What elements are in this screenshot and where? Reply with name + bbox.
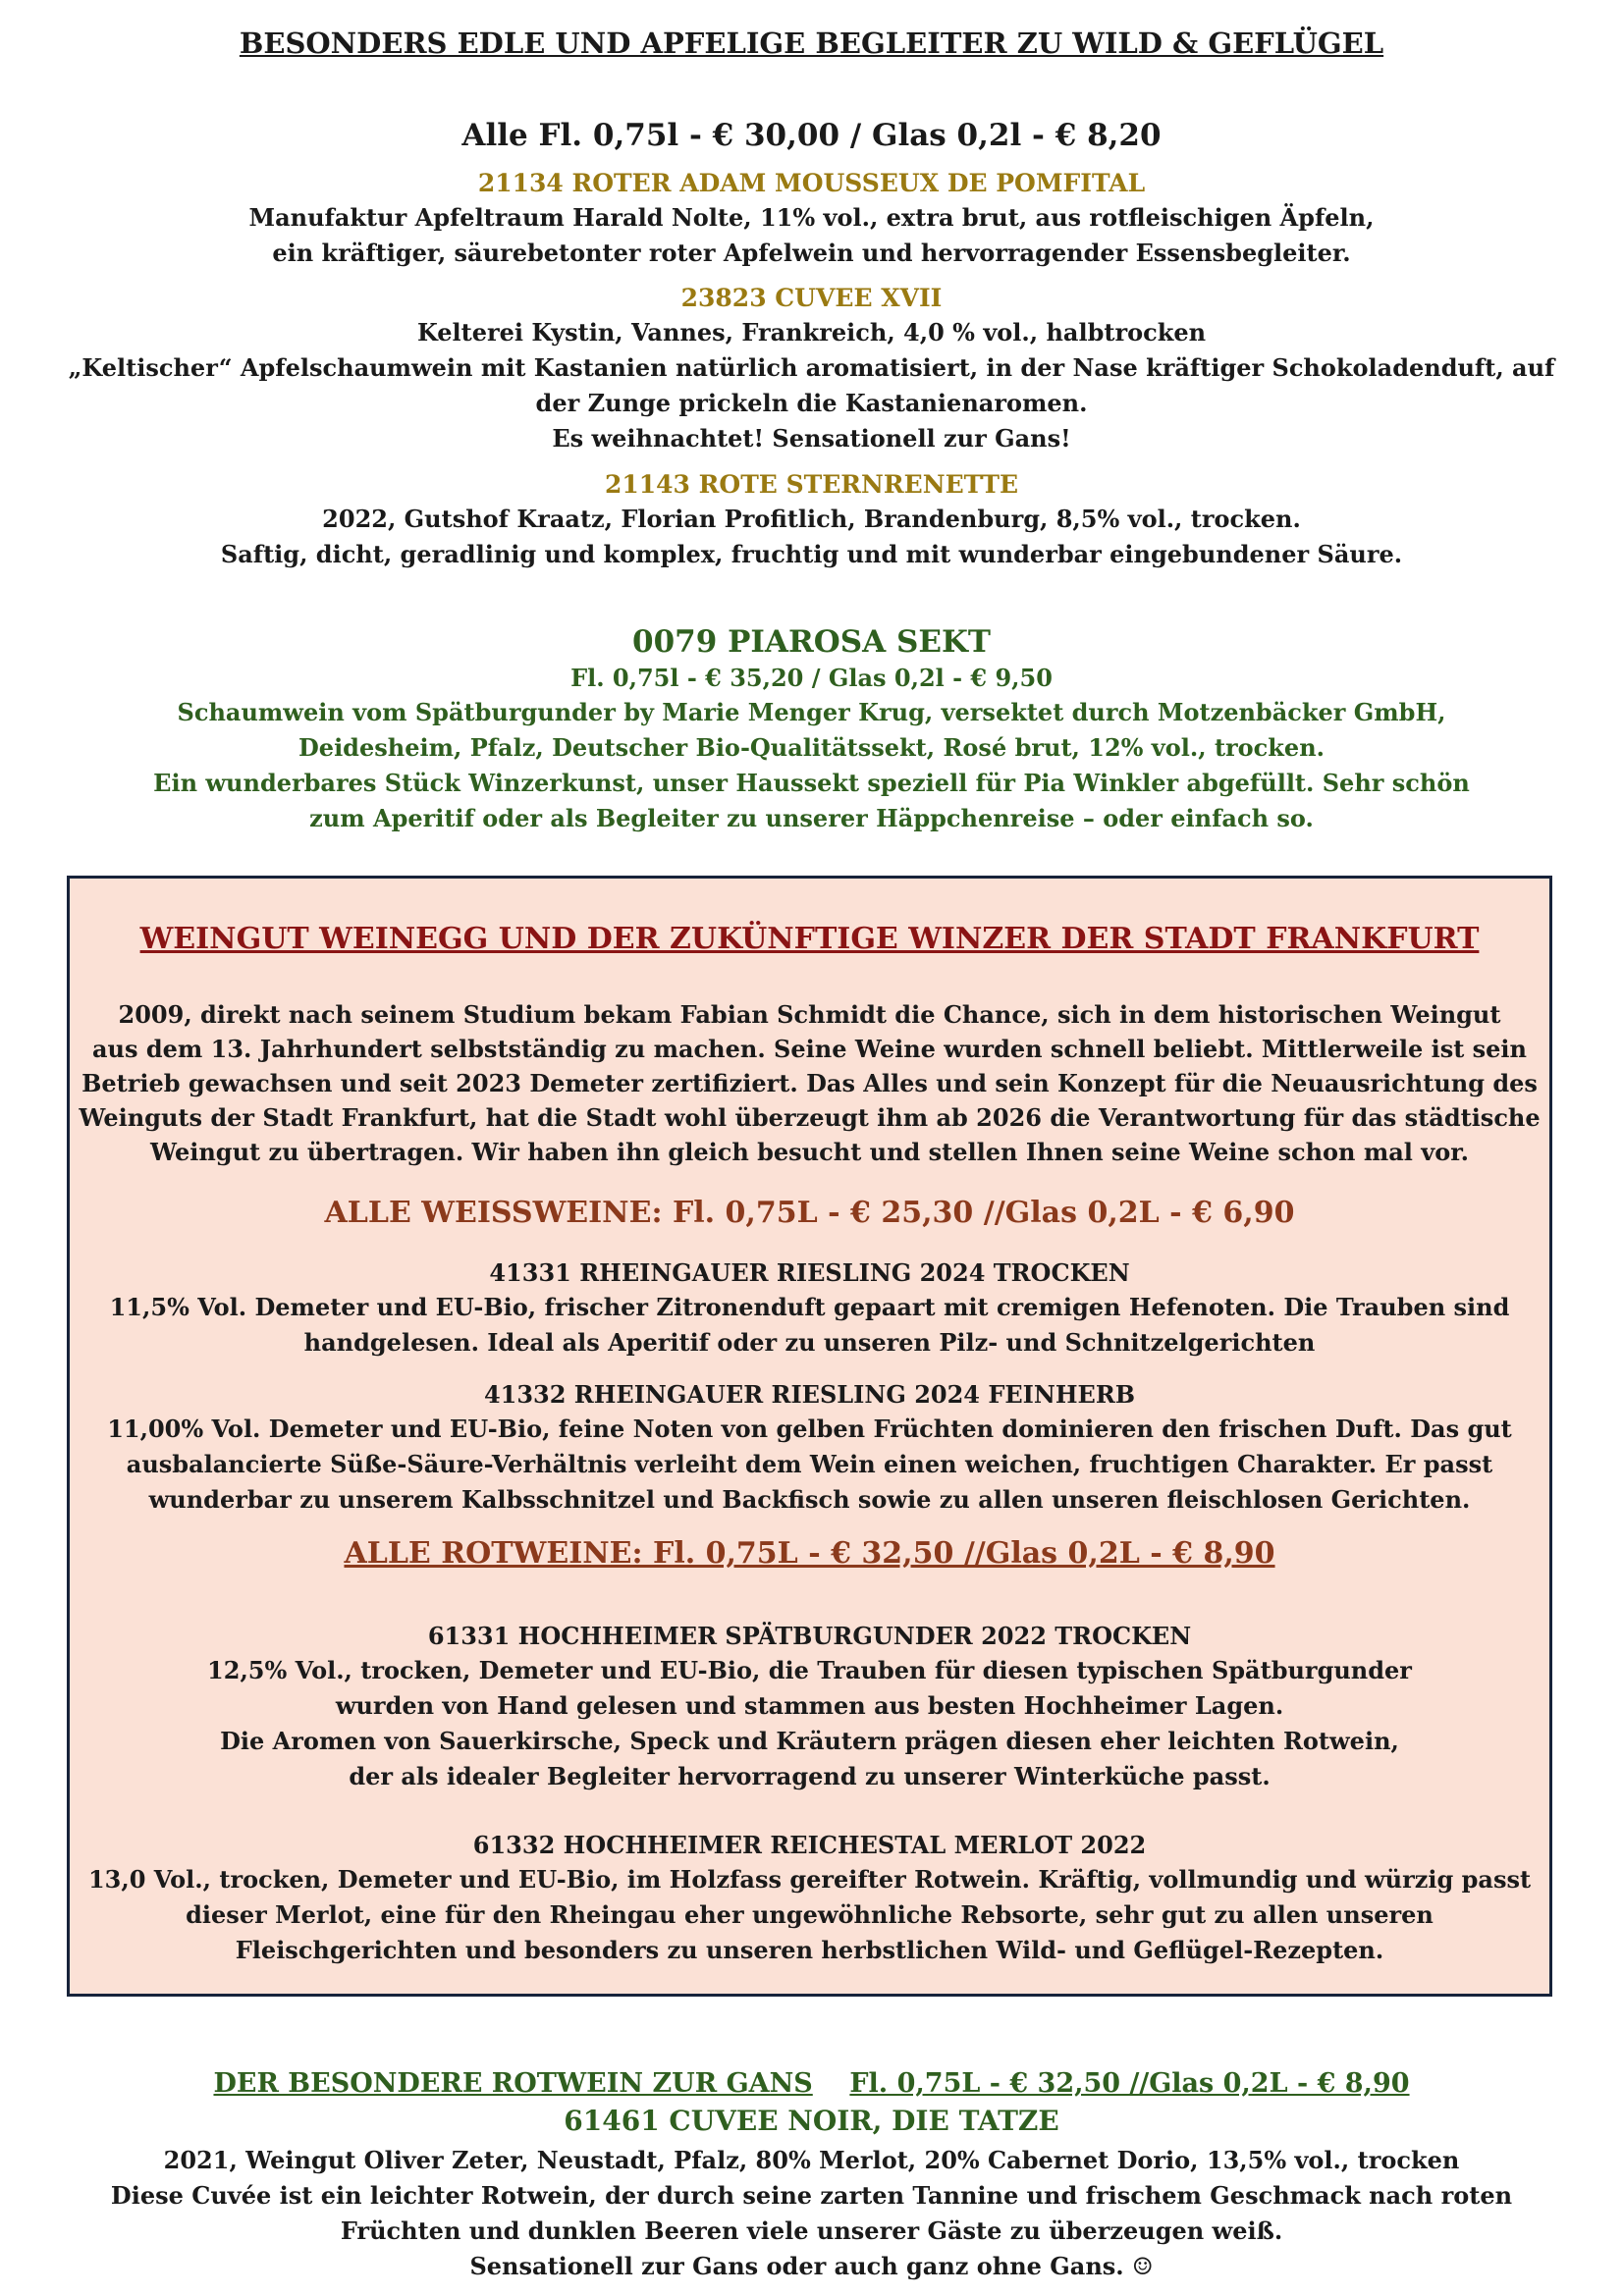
sekt-description [0, 695, 1623, 836]
wine-name: 41332 RHEINGAUER RIESLING 2024 FEINHERB [483, 1380, 1136, 1409]
desc-line: Kelterei Kystin, Vannes, Frankreich, 4,0 % vol., halbtrocken [416, 318, 1207, 347]
desc-line: 11,5% Vol. Demeter und EU-Bio, frischer Zitronenduft gepaart mit cremigen Hefenoten. Die Trauben sind [109, 1293, 1510, 1321]
desc-line: wunderbar zu unserem Kalbsschnitzel und Backfisch sowie zu allen unseren fleischlosen Gerichten. [148, 1485, 1471, 1514]
desc-line: 2021, Weingut Oliver Zeter, Neustadt, Pfalz, 80% Merlot, 20% Cabernet Dorio, 13,5% vol., trocken [163, 2146, 1460, 2174]
desc-line: Manufaktur Apfeltraum Harald Nolte, 11% vol., extra brut, aus rotfleischigen Äpfeln, [248, 203, 1375, 232]
intro-line: aus dem 13. Jahrhundert selbstständig zu machen. Seine Weine wurden schnell beliebt. Mittlerweile ist sein [91, 1035, 1527, 1063]
item-description [0, 315, 1623, 456]
desc-line: Sensationell zur Gans oder auch ganz ohne Gans. ☺ [469, 2252, 1154, 2280]
desc-line: 2022, Gutshof Kraatz, Florian Profitlich, Brandenburg, 8,5% vol., trocken. [322, 505, 1301, 533]
desc-line: Schaumwein vom Spätburgunder by Marie Menger Krug, versektet durch Motzenbäcker GmbH, [177, 698, 1446, 726]
wine-description [70, 1862, 1549, 1968]
desc-line: zum Aperitif oder als Begleiter zu unserer Häppchenreise – oder einfach so. [309, 804, 1314, 832]
page-title: BESONDERS EDLE UND APFELIGE BEGLEITER ZU WILD & GEFLÜGEL [239, 27, 1384, 60]
wine-name: 61332 HOCHHEIMER REICHESTAL MERLOT 2022 [472, 1831, 1147, 1859]
special-wine-name: 61461 CUVEE NOIR, DIE TATZE [564, 2105, 1059, 2137]
desc-line: 12,5% Vol., trocken, Demeter und EU-Bio, die Trauben für diesen typischen Spätburgunder [207, 1656, 1412, 1684]
desc-line: der als idealer Begleiter hervorragend zu unserer Winterküche passt. [349, 1762, 1271, 1790]
item-description [0, 502, 1623, 572]
item-name: 23823 CUVEE XVII [680, 284, 943, 312]
price-all: Alle Fl. 0,75l - € 30,00 / Glas 0,2l - € 8,20 [461, 118, 1162, 153]
cider-item [0, 167, 1623, 271]
desc-line: wurden von Hand gelesen und stammen aus besten Hochheimer Lagen. [335, 1691, 1284, 1720]
special-title: DER BESONDERE ROTWEIN ZUR GANS [213, 2068, 813, 2099]
cider-item [0, 468, 1623, 572]
desc-line: 13,0 Vol., trocken, Demeter und EU-Bio, im Holzfass gereifter Rotwein. Kräftig, vollmundig und würzig passt [87, 1865, 1532, 1894]
wine-description [70, 1290, 1549, 1361]
box-title: WEINGUT WEINEGG UND DER ZUKÜNFTIGE WINZER DER STADT FRANKFURT [139, 922, 1480, 956]
desc-line: Es weihnachtet! Sensationell zur Gans! [552, 424, 1071, 453]
white-wines-heading: ALLE WEISSWEINE: Fl. 0,75L - € 25,30 //Glas 0,2L - € 6,90 [324, 1196, 1295, 1230]
desc-line: Diese Cuvée ist ein leichter Rotwein, der durch seine zarten Tannine und frischem Geschmack nach roten [110, 2181, 1513, 2210]
desc-line: Die Aromen von Sauerkirsche, Speck und Kräutern prägen diesen eher leichten Rotwein, [220, 1727, 1399, 1755]
desc-line: Saftig, dicht, geradlinig und komplex, fruchtig und mit wunderbar eingebundener Säure. [220, 540, 1403, 568]
wine-name: 41331 RHEINGAUER RIESLING 2024 TROCKEN [489, 1258, 1130, 1287]
desc-line: Früchten und dunklen Beeren viele unserer Gäste zu überzeugen weiß. [340, 2216, 1283, 2245]
desc-line: „Keltischer“ Apfelschaumwein mit Kastanien natürlich aromatisiert, in der Nase kräftiger Schokoladenduft, auf [68, 353, 1555, 382]
intro-line: Weinguts der Stadt Frankfurt, hat die Stadt wohl überzeugt ihm ab 2026 die Verantwortung für das städtische [79, 1103, 1541, 1132]
item-description [0, 200, 1623, 271]
desc-line: Fleischgerichten und besonders zu unseren herbstlichen Wild- und Geflügel-Rezepten. [235, 1936, 1384, 1964]
wine-description [70, 1412, 1549, 1518]
special-description [0, 2143, 1623, 2284]
item-name: 21143 ROTE STERNRENETTE [604, 470, 1019, 499]
red-wines-heading: ALLE ROTWEINE: Fl. 0,75L - € 32,50 //Glas 0,2L - € 8,90 [344, 1536, 1275, 1571]
special-price: Fl. 0,75L - € 32,50 //Glas 0,2L - € 8,90 [849, 2068, 1410, 2099]
wine-description [70, 1653, 1549, 1794]
wine-item [70, 1377, 1549, 1518]
weingut-box [67, 876, 1552, 1997]
desc-line: dieser Merlot, eine für den Rheingau eher ungewöhnliche Rebsorte, sehr gut zu allen unseren [186, 1900, 1434, 1929]
wine-item [70, 1255, 1549, 1361]
desc-line: der Zunge prickeln die Kastanienaromen. [535, 389, 1088, 417]
intro-line: Weingut zu übertragen. Wir haben ihn gleich besucht und stellen Ihnen seine Weine schon mal vor. [149, 1138, 1470, 1166]
desc-line: 11,00% Vol. Demeter und EU-Bio, feine Noten von gelben Früchten dominieren den frischen Duft. Das gut [107, 1415, 1512, 1443]
cider-item [0, 282, 1623, 456]
special-heading [0, 2068, 1623, 2099]
sekt-item [0, 622, 1623, 836]
desc-line: Ein wunderbares Stück Winzerkunst, unser Haussekt speziell für Pia Winkler abgefüllt. Sehr schön [153, 769, 1470, 797]
intro-line: Betrieb gewachsen und seit 2023 Demeter zertifiziert. Das Alles und sein Konzept für die Neuausrichtung des [81, 1069, 1538, 1097]
desc-line: ein kräftiger, säurebetonter roter Apfelwein und hervorragender Essensbegleiter. [272, 239, 1351, 267]
desc-line: ausbalancierte Süße-Säure-Verhältnis verleiht dem Wein einen weichen, fruchtigen Charakter. Er passt [126, 1450, 1493, 1478]
intro-line: 2009, direkt nach seinem Studium bekam Fabian Schmidt die Chance, sich in dem historischen Weingut [118, 1000, 1501, 1029]
desc-line: handgelesen. Ideal als Aperitif oder zu unseren Pilz- und Schnitzelgerichten [303, 1328, 1316, 1357]
box-intro [70, 997, 1549, 1169]
desc-line: Deidesheim, Pfalz, Deutscher Bio-Qualitätssekt, Rosé brut, 12% vol., trocken. [298, 733, 1325, 762]
wine-item [70, 1828, 1549, 1968]
wine-name: 61331 HOCHHEIMER SPÄTBURGUNDER 2022 TROCKEN [427, 1622, 1192, 1650]
sekt-name: 0079 PIAROSA SEKT [632, 624, 991, 660]
sekt-price: Fl. 0,75l - € 35,20 / Glas 0,2l - € 9,50 [570, 664, 1053, 692]
wine-item [70, 1619, 1549, 1794]
item-name: 21134 ROTER ADAM MOUSSEUX DE POMFITAL [477, 169, 1146, 197]
